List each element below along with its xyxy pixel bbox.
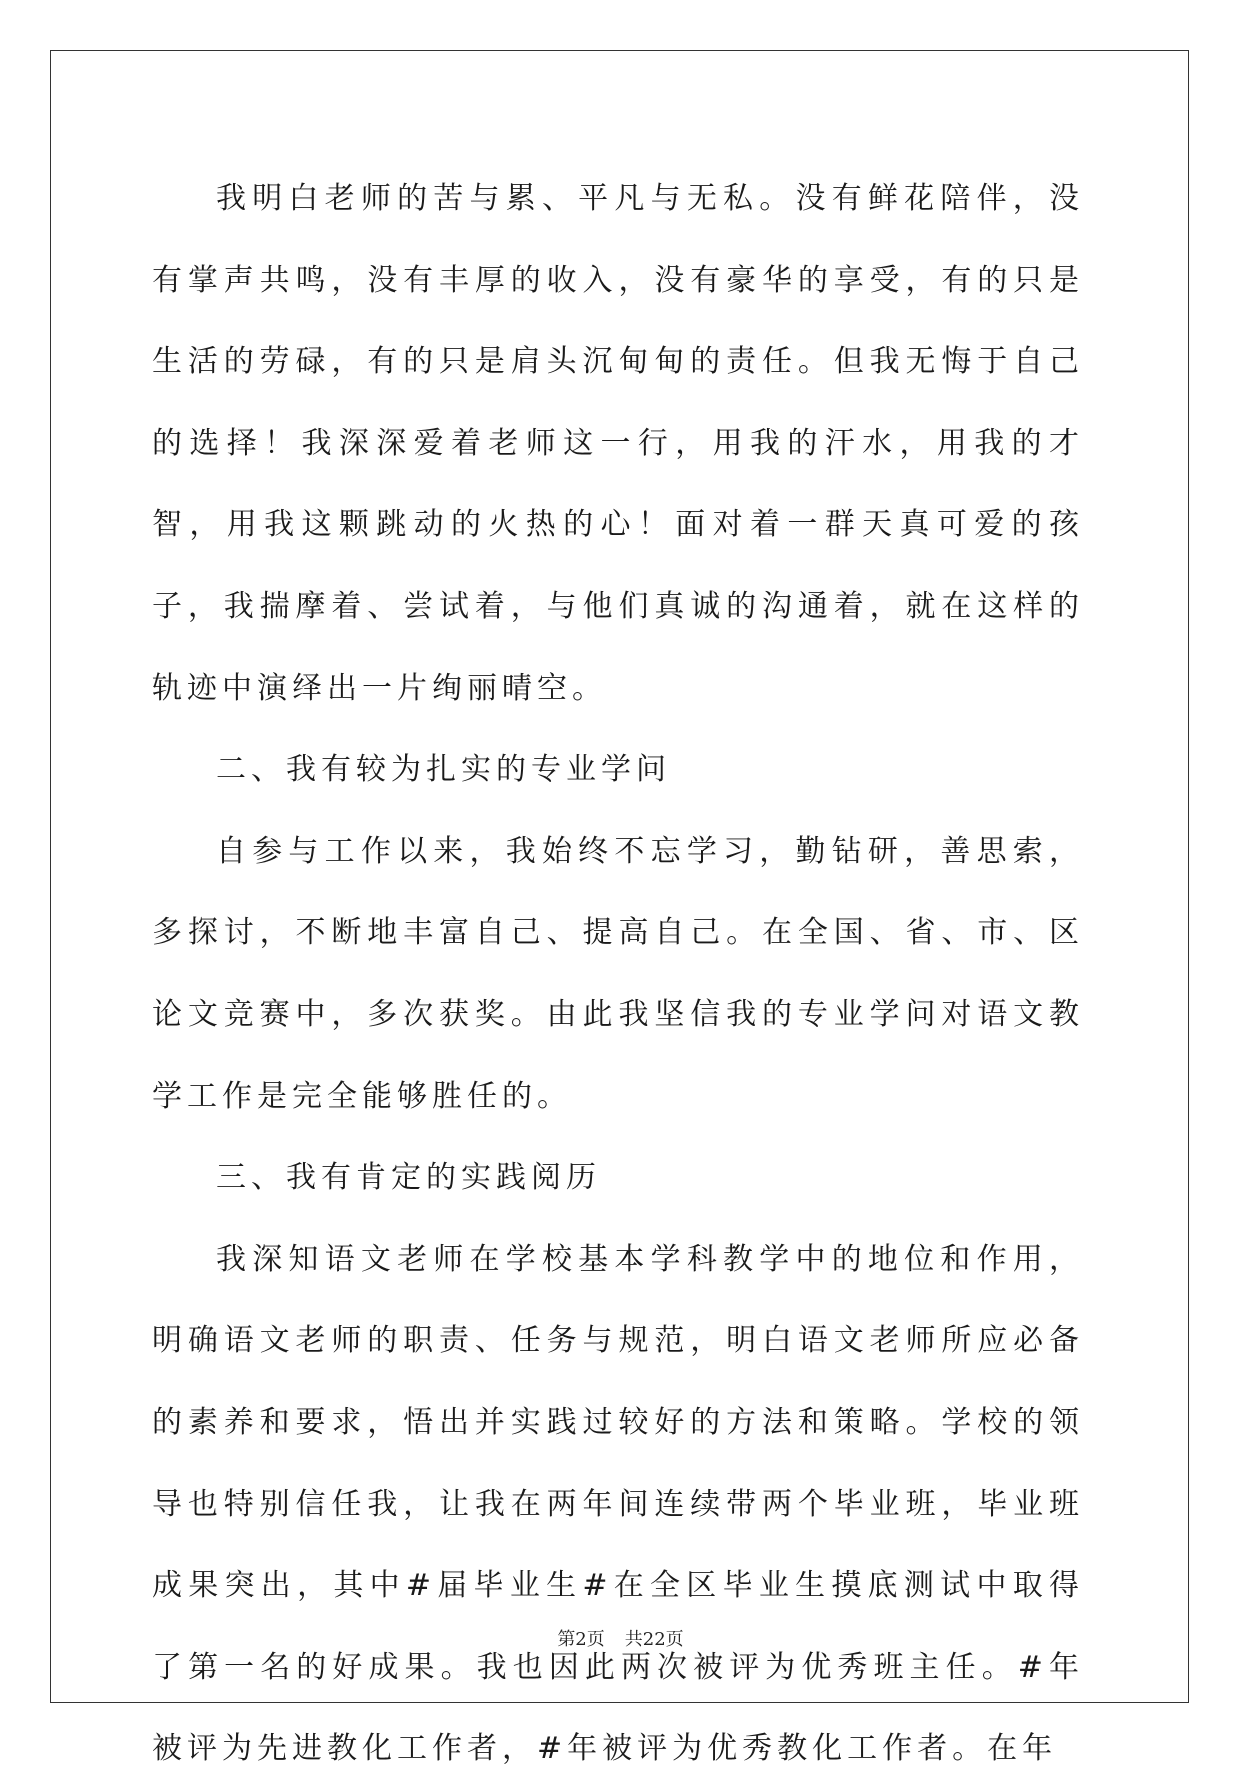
section-heading-2: 二、我有较为扎实的专业学问 bbox=[216, 752, 671, 788]
page-total: 共22页 bbox=[624, 1629, 684, 1650]
paragraph-professional-knowledge: 自参与工作以来，我始终不忘学习，勤钻研，善思索，多探讨，不断地丰富自己、提高自己。在全国、省、市、区论文竞赛中，多次获奖。由此我坚信我的专业学问对语文教学工作是完全能够胜任的。 bbox=[152, 833, 1084, 1114]
paragraph-practical-experience: 我深知语文老师在学校基本学科教学中的地位和作用，明确语文老师的职责、任务与规范，明白语文老师所应必备的素养和要求，悟出并实践过较好的方法和策略。学校的领导也特别信任我，让我在两年间连续带两个毕业班，毕业班成果突出，其中#届毕业生#在全区毕业生摸底测试中取得了第一名的好成果。我也因此两次被评为优秀班主任。#年被评为先进教化工作者，#年被评为优秀教化工作者。在年 bbox=[152, 1241, 1084, 1767]
paragraph-teacher-dedication: 我明白老师的苦与累、平凡与无私。没有鲜花陪伴，没有掌声共鸣，没有丰厚的收入，没有豪华的享受，有的只是生活的劳碌，有的只是肩头沉甸甸的责任。但我无悔于自己的选择！我深深爱着老师这一行，用我的汗水，用我的才智，用我这颗跳动的火热的心！面对着一群天真可爱的孩子，我揣摩着、尝试着，与他们真诚的沟通着，就在这样的轨迹中演绎出一片绚丽晴空。 bbox=[152, 181, 1084, 706]
document-body bbox=[152, 158, 1084, 1790]
section-heading-3: 三、我有肯定的实践阅历 bbox=[216, 1160, 601, 1196]
page-footer bbox=[0, 1625, 1241, 1651]
page-number: 第2页 bbox=[557, 1629, 605, 1650]
